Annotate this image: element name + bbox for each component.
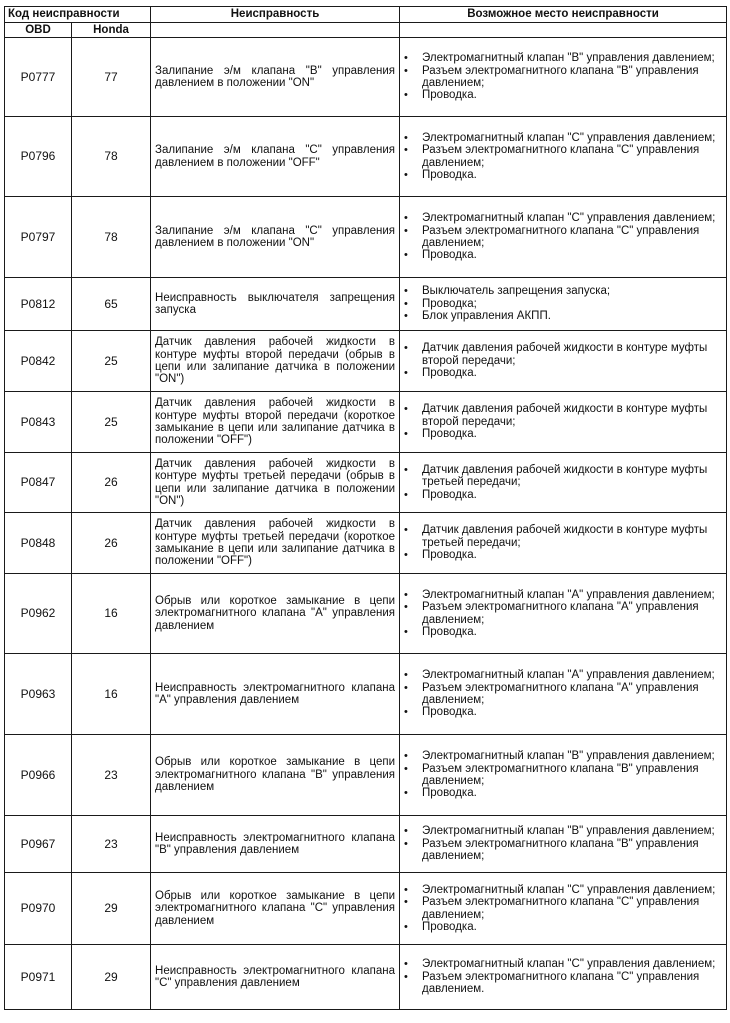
cause-item xyxy=(402,367,722,379)
possible-causes xyxy=(400,513,727,574)
bullet-icon: • xyxy=(404,168,408,181)
honda-code: 16 xyxy=(72,574,151,654)
fault-description: Неисправность выключателя запрещения запуска xyxy=(151,278,400,331)
cause-item xyxy=(402,132,722,144)
obd-code: P0843 xyxy=(5,392,72,453)
honda-code: 29 xyxy=(72,945,151,1010)
possible-causes xyxy=(400,453,727,513)
cause-text: Проводка. xyxy=(422,168,477,181)
honda-code: 25 xyxy=(72,331,151,392)
obd-code: P0796 xyxy=(5,117,72,197)
bullet-icon: • xyxy=(404,601,408,614)
bullet-icon: • xyxy=(404,762,408,775)
possible-causes xyxy=(400,945,727,1010)
cause-text: Проводка. xyxy=(422,367,477,380)
bullet-icon: • xyxy=(404,52,408,65)
cause-text: Проводка. xyxy=(422,920,477,933)
cause-text: Проводка. xyxy=(422,787,477,800)
obd-code: P0966 xyxy=(5,735,72,816)
table-row xyxy=(5,117,727,197)
cause-text: Выключатель запрещения запуска; xyxy=(422,285,611,298)
fault-description: Залипание э/м клапана "В" управления давлением в положении "ON" xyxy=(151,38,400,117)
cause-item xyxy=(402,52,722,64)
cause-text: Проводка. xyxy=(422,549,477,562)
honda-code: 77 xyxy=(72,38,151,117)
cause-text: Разъем электромагнитного клапана "В" управления давлением; xyxy=(422,837,699,863)
cause-text: Проводка. xyxy=(422,249,477,262)
obd-header: OBD xyxy=(5,23,72,38)
bullet-icon: • xyxy=(404,89,408,102)
cause-item xyxy=(402,971,722,996)
cause-subheader-empty xyxy=(400,23,727,38)
bullet-icon: • xyxy=(404,958,408,971)
table-row xyxy=(5,278,727,331)
cause-item xyxy=(402,285,722,297)
fault-description: Залипание э/м клапана "С" управления давлением в положении "ON" xyxy=(151,197,400,278)
bullet-icon: • xyxy=(404,285,408,298)
cause-item xyxy=(402,589,722,601)
bullet-icon: • xyxy=(404,825,408,838)
cause-item xyxy=(402,838,722,863)
cause-text: Датчик давления рабочей жидкости в контуре муфты третьей передачи; xyxy=(422,463,708,489)
honda-code: 23 xyxy=(72,735,151,816)
cause-item xyxy=(402,298,722,310)
cause-item xyxy=(402,89,722,101)
cause-list xyxy=(402,669,722,719)
obd-code: P0847 xyxy=(5,453,72,513)
cause-item xyxy=(402,884,722,896)
table-row xyxy=(5,38,727,117)
subheader-row xyxy=(5,23,727,38)
bullet-icon: • xyxy=(404,970,408,983)
cause-item xyxy=(402,65,722,90)
bullet-icon: • xyxy=(404,131,408,144)
honda-code: 26 xyxy=(72,513,151,574)
cause-item xyxy=(402,225,722,250)
cause-text: Проводка. xyxy=(422,428,477,441)
cause-text: Проводка. xyxy=(422,706,477,719)
cause-item xyxy=(402,706,722,718)
bullet-icon: • xyxy=(404,212,408,225)
cause-list xyxy=(402,132,722,182)
cause-text: Электромагнитный клапан "В" управления давлением; xyxy=(422,825,715,838)
obd-code: P0848 xyxy=(5,513,72,574)
fault-code-table xyxy=(4,6,727,1010)
cause-list xyxy=(402,589,722,639)
cause-list xyxy=(402,825,722,862)
honda-code: 25 xyxy=(72,392,151,453)
bullet-icon: • xyxy=(404,669,408,682)
fault-description: Неисправность электромагнитного клапана "С" управления давлением xyxy=(151,945,400,1010)
honda-code: 29 xyxy=(72,873,151,945)
code-header: Код неисправности xyxy=(5,7,151,23)
honda-code: 65 xyxy=(72,278,151,331)
table-row xyxy=(5,735,727,816)
possible-causes xyxy=(400,197,727,278)
bullet-icon: • xyxy=(404,883,408,896)
bullet-icon: • xyxy=(404,367,408,380)
bullet-icon: • xyxy=(404,524,408,537)
cause-item xyxy=(402,212,722,224)
bullet-icon: • xyxy=(404,249,408,262)
cause-text: Разъем электромагнитного клапана "С" управления давлением; xyxy=(422,224,700,249)
cause-text: Разъем электромагнитного клапана "С" управления давлением. xyxy=(422,970,700,996)
obd-code: P0842 xyxy=(5,331,72,392)
cause-item xyxy=(402,601,722,626)
fault-description: Обрыв или короткое замыкание в цепи электромагнитного клапана "В" управления давлением xyxy=(151,735,400,816)
possible-causes xyxy=(400,574,727,654)
cause-text: Проводка. xyxy=(422,488,477,501)
cause-text: Разъем электромагнитного клапана "С" управления давлением; xyxy=(422,144,700,169)
possible-causes xyxy=(400,38,727,117)
cause-list xyxy=(402,403,722,440)
cause-list xyxy=(402,342,722,379)
cause-item xyxy=(402,310,722,322)
table-row xyxy=(5,197,727,278)
obd-code: P0970 xyxy=(5,873,72,945)
table-row xyxy=(5,513,727,574)
possible-causes xyxy=(400,816,727,873)
fault-description: Датчик давления рабочей жидкости в контуре муфты второй передачи (короткое замыкание в цепи или залипание датчика в положении "OFF") xyxy=(151,392,400,453)
table-row xyxy=(5,816,727,873)
table-row xyxy=(5,453,727,513)
obd-code: P0971 xyxy=(5,945,72,1010)
bullet-icon: • xyxy=(404,920,408,933)
cause-item xyxy=(402,825,722,837)
header-row xyxy=(5,7,727,23)
cause-item xyxy=(402,169,722,181)
cause-item xyxy=(402,144,722,169)
fault-description: Обрыв или короткое замыкание в цепи электромагнитного клапана "А" управления давлением xyxy=(151,574,400,654)
cause-text: Электромагнитный клапан "А" управления давлением; xyxy=(422,588,715,601)
bullet-icon: • xyxy=(404,428,408,441)
fault-description: Неисправность электромагнитного клапана "А" управления давлением xyxy=(151,654,400,735)
fault-description: Неисправность электромагнитного клапана "В" управления давлением xyxy=(151,816,400,873)
fault-header: Неисправность xyxy=(151,7,400,23)
honda-header: Honda xyxy=(72,23,151,38)
cause-list xyxy=(402,52,722,102)
cause-item xyxy=(402,682,722,707)
fault-description: Обрыв или короткое замыкание в цепи электромагнитного клапана "С" управления давлением xyxy=(151,873,400,945)
cause-item xyxy=(402,489,722,501)
cause-item xyxy=(402,428,722,440)
bullet-icon: • xyxy=(404,488,408,501)
cause-item xyxy=(402,403,722,428)
obd-code: P0967 xyxy=(5,816,72,873)
bullet-icon: • xyxy=(404,224,408,237)
bullet-icon: • xyxy=(404,297,408,310)
cause-item xyxy=(402,896,722,921)
cause-list xyxy=(402,884,722,934)
cause-item xyxy=(402,626,722,638)
honda-code: 78 xyxy=(72,117,151,197)
cause-text: Датчик давления рабочей жидкости в контуре муфты второй передачи; xyxy=(422,403,708,428)
cause-list xyxy=(402,524,722,561)
cause-text: Датчик давления рабочей жидкости в контуре муфты второй передачи; xyxy=(422,342,708,367)
bullet-icon: • xyxy=(404,588,408,601)
possible-causes xyxy=(400,735,727,816)
bullet-icon: • xyxy=(404,549,408,562)
cause-list xyxy=(402,750,722,800)
bullet-icon: • xyxy=(404,64,408,77)
table-row xyxy=(5,654,727,735)
possible-causes xyxy=(400,392,727,453)
honda-code: 23 xyxy=(72,816,151,873)
cause-text: Электромагнитный клапан "С" управления давлением; xyxy=(422,212,716,225)
bullet-icon: • xyxy=(404,144,408,157)
cause-text: Разъем электромагнитного клапана "А" управления давлением; xyxy=(422,601,699,626)
cause-text: Электромагнитный клапан "В" управления давлением; xyxy=(422,750,715,763)
bullet-icon: • xyxy=(404,403,408,416)
possible-causes xyxy=(400,654,727,735)
fault-code-sheet xyxy=(4,6,726,1010)
cause-list xyxy=(402,464,722,501)
bullet-icon: • xyxy=(404,310,408,323)
fault-description: Датчик давления рабочей жидкости в контуре муфты третьей передачи (обрыв в цепи или залипание датчика в положении "ON") xyxy=(151,453,400,513)
bullet-icon: • xyxy=(404,896,408,909)
honda-code: 26 xyxy=(72,453,151,513)
bullet-icon: • xyxy=(404,625,408,638)
cause-text: Разъем электромагнитного клапана "А" управления давлением; xyxy=(422,681,699,706)
possible-causes xyxy=(400,278,727,331)
honda-code: 16 xyxy=(72,654,151,735)
bullet-icon: • xyxy=(404,706,408,719)
cause-text: Электромагнитный клапан "С" управления давлением; xyxy=(422,883,716,896)
table-body xyxy=(5,38,727,1010)
bullet-icon: • xyxy=(404,837,408,850)
fault-description: Залипание э/м клапана "С" управления давлением в положении "OFF" xyxy=(151,117,400,197)
cause-list xyxy=(402,285,722,322)
cause-item xyxy=(402,342,722,367)
cause-text: Проводка; xyxy=(422,297,477,310)
cause-text: Разъем электромагнитного клапана "С" управления давлением; xyxy=(422,896,700,921)
cause-text: Электромагнитный клапан "С" управления давлением; xyxy=(422,958,716,971)
cause-list xyxy=(402,212,722,262)
obd-code: P0777 xyxy=(5,38,72,117)
bullet-icon: • xyxy=(404,787,408,800)
bullet-icon: • xyxy=(404,750,408,763)
fault-description: Датчик давления рабочей жидкости в контуре муфты второй передачи (обрыв в цепи или залипание датчика в положении "ON") xyxy=(151,331,400,392)
obd-code: P0962 xyxy=(5,574,72,654)
table-row xyxy=(5,873,727,945)
cause-item xyxy=(402,958,722,970)
cause-item xyxy=(402,750,722,762)
obd-code: P0797 xyxy=(5,197,72,278)
cause-item xyxy=(402,921,722,933)
cause-text: Проводка. xyxy=(422,625,477,638)
cause-text: Электромагнитный клапан "В" управления давлением; xyxy=(422,52,715,65)
bullet-icon: • xyxy=(404,342,408,355)
obd-code: P0812 xyxy=(5,278,72,331)
cause-text: Проводка. xyxy=(422,89,477,102)
bullet-icon: • xyxy=(404,463,408,476)
cause-text: Электромагнитный клапан "С" управления давлением; xyxy=(422,131,716,144)
cause-item xyxy=(402,549,722,561)
possible-causes xyxy=(400,331,727,392)
possible-causes xyxy=(400,117,727,197)
possible-causes xyxy=(400,873,727,945)
cause-list xyxy=(402,958,722,995)
cause-text: Датчик давления рабочей жидкости в контуре муфты третьей передачи; xyxy=(422,524,708,549)
cause-item xyxy=(402,464,722,489)
cause-item xyxy=(402,763,722,788)
fault-subheader-empty xyxy=(151,23,400,38)
cause-item xyxy=(402,787,722,799)
obd-code: P0963 xyxy=(5,654,72,735)
table-row xyxy=(5,392,727,453)
cause-header: Возможное место неисправности xyxy=(400,7,727,23)
cause-text: Блок управления АКПП. xyxy=(422,310,551,323)
fault-description: Датчик давления рабочей жидкости в контуре муфты третьей передачи (короткое замыкание в цепи или залипание датчика в положении "OFF") xyxy=(151,513,400,574)
cause-item xyxy=(402,669,722,681)
table-row xyxy=(5,331,727,392)
cause-text: Электромагнитный клапан "А" управления давлением; xyxy=(422,669,715,682)
cause-item xyxy=(402,249,722,261)
bullet-icon: • xyxy=(404,681,408,694)
cause-text: Разъем электромагнитного клапана "В" управления давлением; xyxy=(422,762,699,787)
table-row xyxy=(5,574,727,654)
honda-code: 78 xyxy=(72,197,151,278)
cause-item xyxy=(402,524,722,549)
table-row xyxy=(5,945,727,1010)
cause-text: Разъем электромагнитного клапана "В" управления давлением; xyxy=(422,64,699,89)
